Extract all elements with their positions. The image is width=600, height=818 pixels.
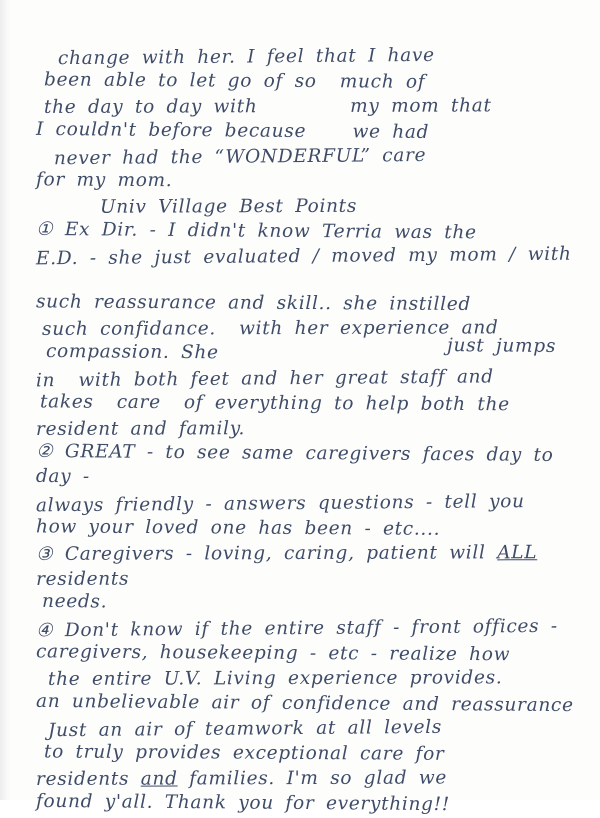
handwritten-line: resident and family. bbox=[35, 418, 246, 440]
handwritten-line: such confidance. with her experience and bbox=[41, 317, 499, 340]
handwritten-line: found y'all. Thank you for everything!! bbox=[35, 790, 450, 816]
handwritten-line: ② GREAT - to see same caregivers faces day to day - bbox=[35, 440, 566, 488]
handwritten-line: change with her. I feel that I have bbox=[57, 44, 435, 70]
handwritten-line: for my mom. bbox=[35, 169, 173, 192]
handwritten-line: ① Ex Dir. - I didn't know Terria was the bbox=[35, 218, 477, 244]
handwritten-line: in with both feet and her great staff and bbox=[35, 366, 494, 392]
handwritten-line: the entire U.V. Living experience provides. bbox=[47, 667, 503, 690]
inserted-note: just jumps bbox=[446, 335, 557, 357]
handwritten-line: never had the “WONDERFUL” care bbox=[53, 144, 427, 170]
handwritten-line: always friendly - answers questions - tell you bbox=[35, 491, 525, 517]
handwritten-line: needs. bbox=[41, 590, 108, 613]
handwritten-line: ④ Don't know if the entire staff - front offices - bbox=[35, 615, 558, 642]
underlined-word: ALL bbox=[497, 542, 538, 564]
handwritten-line: compassion. She just jumps bbox=[45, 335, 557, 364]
handwritten-line: I couldn't before because we had bbox=[35, 118, 430, 143]
handwritten-line: the day to day with my mom that bbox=[43, 95, 492, 118]
handwritten-line: how your loved one has been - etc.... bbox=[35, 516, 441, 540]
handwritten-line: E.D. - she just evaluated / moved my mom / with bbox=[35, 243, 572, 270]
handwritten-line: Just an air of teamwork at all levels bbox=[47, 716, 443, 742]
handwritten-line: been able to let go of so much of bbox=[43, 69, 426, 93]
handwritten-line: an unbelievable air of confidence and reassurance bbox=[35, 690, 574, 717]
handwritten-line: ③ Caregivers - loving, caring, patient will ALL residents bbox=[35, 542, 549, 590]
handwritten-line: takes care of everything to help both the bbox=[39, 391, 510, 416]
underlined-word: and bbox=[140, 768, 178, 790]
handwritten-line: caregivers, housekeeping - etc - realize how bbox=[35, 641, 511, 666]
handwritten-line: Univ Village Best Points bbox=[99, 195, 358, 218]
handwritten-line: to truly provides exceptional care for bbox=[43, 741, 445, 765]
handwritten-line: residents and families. I'm so glad we bbox=[35, 767, 448, 790]
handwritten-line: such reassurance and skill.. she instilled bbox=[35, 291, 472, 316]
letter-body bbox=[36, 44, 574, 816]
